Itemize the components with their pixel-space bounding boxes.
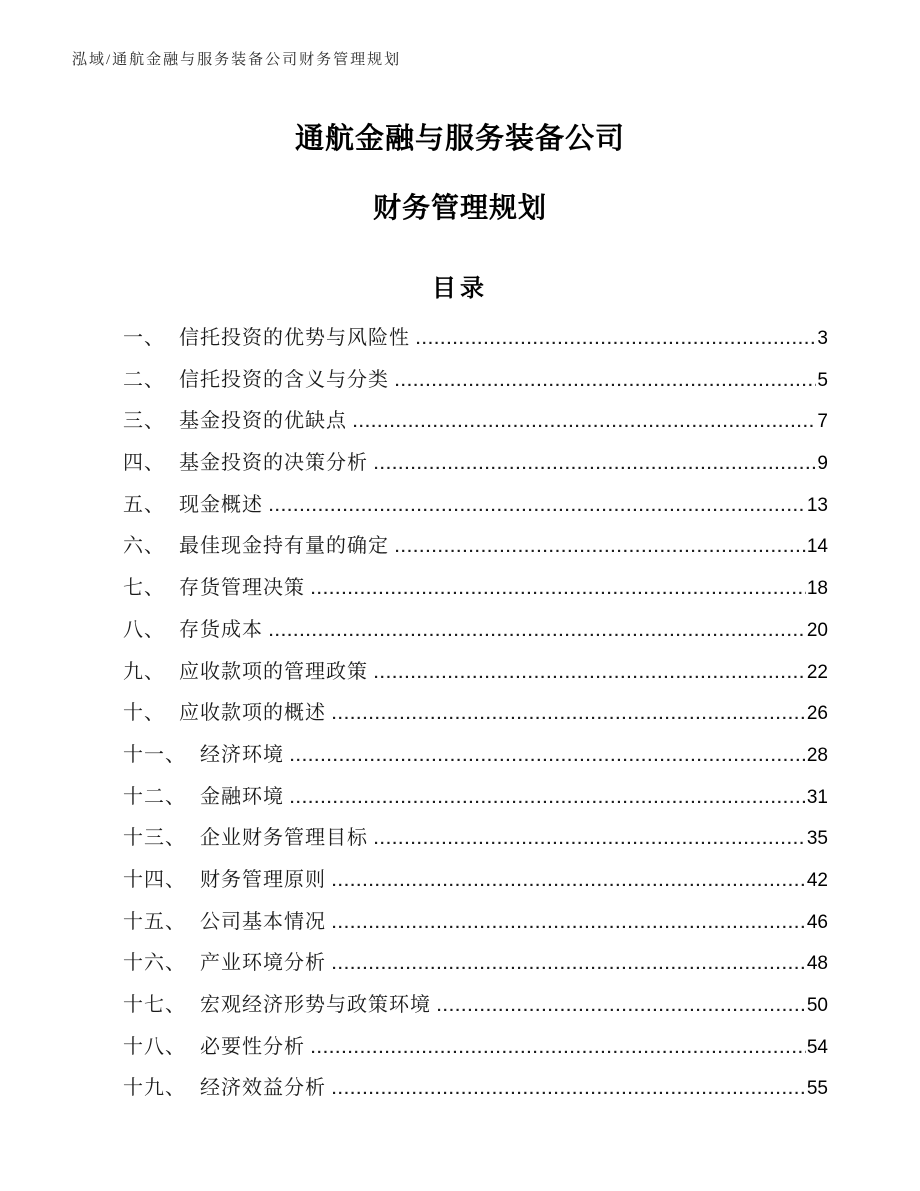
dotted-leader xyxy=(374,653,806,695)
toc-entry-title: 财务管理原则 xyxy=(200,868,326,891)
toc-entry-number: 十三、 xyxy=(123,827,186,850)
dotted-leader xyxy=(269,486,806,528)
toc-entry-number: 三、 xyxy=(123,410,165,433)
toc-entry[interactable] xyxy=(123,610,828,652)
toc-list xyxy=(123,318,828,1110)
toc-entry[interactable] xyxy=(123,777,828,819)
toc-entry-number: 十七、 xyxy=(123,994,186,1016)
page-number: 54 xyxy=(806,1036,828,1058)
dotted-leader xyxy=(374,444,816,486)
page-number: 35 xyxy=(806,828,828,850)
toc-entry-number: 十八、 xyxy=(123,1035,186,1058)
toc-entry[interactable] xyxy=(123,485,828,527)
page-number: 9 xyxy=(817,453,828,475)
toc-entry-title: 应收款项的概述 xyxy=(179,702,326,725)
toc-entry-number: 七、 xyxy=(123,577,165,600)
toc-heading: 目录 xyxy=(432,275,488,302)
page-number: 5 xyxy=(817,369,828,391)
page-number: 7 xyxy=(817,411,828,433)
toc-entry-number: 九、 xyxy=(123,660,165,683)
toc-entry-number: 一、 xyxy=(123,327,165,349)
page-number: 42 xyxy=(806,869,828,891)
toc-entry[interactable] xyxy=(123,401,828,443)
toc-entry-title: 公司基本情况 xyxy=(200,910,326,933)
dotted-leader xyxy=(290,778,806,820)
toc-entry-title: 存货成本 xyxy=(179,618,263,641)
toc-entry-title: 企业财务管理目标 xyxy=(200,827,368,850)
toc-entry[interactable] xyxy=(123,1027,828,1069)
dotted-leader xyxy=(332,694,806,736)
page-number: 46 xyxy=(806,911,828,933)
document-header: 泓域/通航金融与服务装备公司财务管理规划 xyxy=(72,52,402,68)
page-number: 22 xyxy=(806,661,828,683)
toc-entry-title: 宏观经济形势与政策环境 xyxy=(200,994,431,1016)
toc-entry-number: 十六、 xyxy=(123,952,186,975)
document-subtitle: 财务管理规划 xyxy=(372,192,547,223)
toc-entry-number: 二、 xyxy=(123,368,165,391)
toc-entry[interactable] xyxy=(123,360,828,402)
document-title: 通航金融与服务装备公司 xyxy=(294,123,625,155)
dotted-leader xyxy=(395,361,816,403)
toc-entry[interactable] xyxy=(123,318,828,360)
page-number: 31 xyxy=(806,786,828,808)
dotted-leader xyxy=(353,402,816,444)
dotted-leader xyxy=(332,1069,806,1111)
toc-entry-number: 十九、 xyxy=(123,1077,186,1100)
toc-entry[interactable] xyxy=(123,443,828,485)
dotted-leader xyxy=(269,611,806,653)
dotted-leader xyxy=(290,736,806,778)
toc-entry-title: 基金投资的决策分析 xyxy=(179,452,368,475)
toc-entry-title: 必要性分析 xyxy=(200,1035,305,1058)
toc-entry-number: 十四、 xyxy=(123,868,186,891)
toc-entry-number: 五、 xyxy=(123,493,165,516)
page-number: 20 xyxy=(806,619,828,641)
page-number: 14 xyxy=(806,536,828,558)
toc-entry-title: 应收款项的管理政策 xyxy=(179,660,368,683)
toc-entry-title: 基金投资的优缺点 xyxy=(179,410,347,433)
toc-entry-title: 信托投资的含义与分类 xyxy=(179,368,389,391)
toc-entry[interactable] xyxy=(123,652,828,694)
page-number: 18 xyxy=(806,578,828,600)
toc-entry-title: 最佳现金持有量的确定 xyxy=(179,535,389,558)
dotted-leader xyxy=(332,944,806,986)
page-number: 26 xyxy=(806,703,828,725)
dotted-leader xyxy=(311,569,806,611)
toc-entry-number: 十一、 xyxy=(123,743,186,766)
toc-entry[interactable] xyxy=(123,693,828,735)
toc-entry-title: 经济效益分析 xyxy=(200,1077,326,1100)
toc-entry-title: 产业环境分析 xyxy=(200,952,326,975)
dotted-leader xyxy=(374,819,806,861)
toc-entry-number: 十二、 xyxy=(123,785,186,808)
dotted-leader xyxy=(416,319,816,361)
toc-entry-title: 存货管理决策 xyxy=(179,577,305,600)
toc-entry[interactable] xyxy=(123,902,828,944)
toc-entry[interactable] xyxy=(123,735,828,777)
toc-entry[interactable] xyxy=(123,860,828,902)
dotted-leader xyxy=(311,1028,806,1070)
toc-entry[interactable] xyxy=(123,985,828,1027)
page-number: 48 xyxy=(806,953,828,975)
toc-entry-title: 经济环境 xyxy=(200,743,284,766)
toc-entry[interactable] xyxy=(123,568,828,610)
toc-entry[interactable] xyxy=(123,943,828,985)
dotted-leader xyxy=(332,861,806,903)
toc-entry-title: 金融环境 xyxy=(200,785,284,808)
dotted-leader xyxy=(395,527,806,569)
toc-entry-number: 十、 xyxy=(123,702,165,725)
toc-entry-title: 信托投资的优势与风险性 xyxy=(179,327,410,349)
page-number: 3 xyxy=(817,328,828,349)
toc-entry[interactable] xyxy=(123,526,828,568)
toc-entry-number: 十五、 xyxy=(123,910,186,933)
page-number: 55 xyxy=(806,1078,828,1100)
page-number: 28 xyxy=(806,744,828,766)
dotted-leader xyxy=(332,903,806,945)
toc-entry-title: 现金概述 xyxy=(179,493,263,516)
dotted-leader xyxy=(437,986,806,1028)
toc-entry-number: 八、 xyxy=(123,618,165,641)
toc-entry-number: 六、 xyxy=(123,535,165,558)
page-number: 13 xyxy=(806,494,828,516)
toc-entry[interactable] xyxy=(123,1068,828,1110)
page-number: 50 xyxy=(806,995,828,1016)
toc-entry[interactable] xyxy=(123,818,828,860)
toc-entry-number: 四、 xyxy=(123,452,165,475)
